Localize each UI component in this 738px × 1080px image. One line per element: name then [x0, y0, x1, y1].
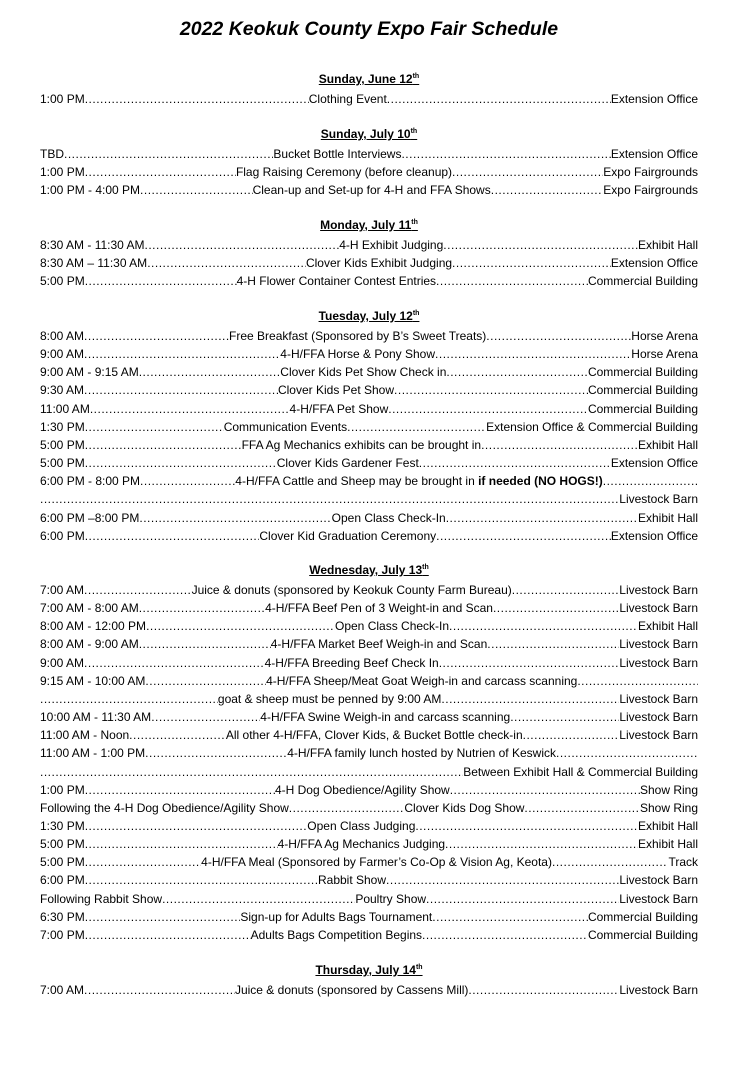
row-location: Livestock Barn: [619, 583, 698, 597]
row-location: Exhibit Hall: [637, 238, 698, 252]
row-time: 10:00 AM - 11:30 AM: [40, 710, 152, 725]
row-location: Extension Office & Commercial Building: [486, 419, 698, 434]
row-time: 6:00 PM: [40, 528, 85, 543]
row-location: Extension Office: [610, 147, 698, 161]
row-event: FFA Ag Mechanics exhibits can be brought in: [241, 437, 482, 452]
leader-dots: [40, 490, 619, 508]
leader-dots: [85, 527, 260, 545]
leader-dots: [40, 690, 218, 708]
row-event-emphasis: if needed (NO HOGS!): [478, 474, 603, 489]
row-event: Bucket Bottle Interviews: [273, 147, 402, 161]
day-header-suffix: th: [411, 219, 418, 226]
row-event: 4-H/FFA Cattle and Sheep may be brought in if needed (NO HOGS!): [235, 474, 603, 489]
leader-dots: [446, 509, 638, 527]
leader-dots: [139, 363, 281, 381]
row-location: Commercial Building: [587, 909, 698, 924]
leader-dots: [85, 817, 308, 835]
day-header-text: Sunday, June 12: [318, 72, 413, 86]
row-time: 6:00 PM - 8:00 PM: [40, 474, 141, 489]
row-location: Horse Arena: [631, 347, 698, 362]
leader-dots: [450, 781, 640, 799]
leader-dots: [84, 381, 278, 399]
leader-dots: [487, 635, 619, 653]
row-event: Open Class Check-In: [335, 619, 450, 634]
leader-dots: [436, 527, 611, 545]
row-time: 8:00 AM: [40, 329, 85, 343]
row-location: Exhibit Hall: [637, 837, 698, 852]
leader-dots: [84, 981, 235, 999]
leader-dots: [289, 799, 405, 817]
row-location: Commercial Building: [587, 274, 698, 289]
leader-dots: [84, 654, 265, 672]
row-event: Juice & donuts (sponsored by Keokuk County Farm Bureau): [191, 583, 512, 597]
row-location: Extension Office: [610, 456, 698, 471]
row-location: Commercial Building: [587, 401, 698, 416]
row-event: 4-H/FFA Swine Weigh-in and carcass scanning: [260, 710, 511, 725]
row-time: 8:00 AM - 12:00 PM: [40, 619, 147, 634]
day-header: [0, 309, 738, 323]
schedule-row: [40, 763, 698, 781]
schedule-row: [40, 599, 698, 617]
leader-dots: [394, 381, 588, 399]
row-time: 9:00 AM: [40, 655, 85, 670]
row-location: Livestock Barn: [619, 873, 698, 888]
row-time: 9:30 AM: [40, 383, 85, 398]
leader-dots: [85, 835, 278, 853]
row-event: 4-H/FFA Beef Pen of 3 Weight-in and Scan: [265, 601, 493, 616]
row-location: Livestock Barn: [619, 710, 698, 725]
day-header-suffix: th: [412, 310, 420, 317]
schedule-row: [40, 781, 698, 799]
day-header-text: Thursday, July 14: [315, 963, 416, 977]
row-event: Poultry Show: [355, 891, 427, 906]
row-event: Communication Events: [223, 419, 348, 434]
leader-dots: [491, 181, 604, 199]
row-time: 11:00 AM - Noon: [40, 728, 130, 743]
leader-dots: [419, 454, 611, 472]
leader-dots: [386, 871, 619, 889]
leader-dots: [84, 327, 229, 345]
leader-dots: [129, 726, 226, 744]
row-event: Sign-up for Adults Bags Tournament: [240, 909, 433, 924]
schedule-row: [40, 400, 698, 418]
day-header: [0, 127, 738, 141]
leader-dots: [439, 654, 620, 672]
row-location: Exhibit Hall: [637, 510, 698, 525]
row-event: 4-H/FFA Pet Show: [289, 401, 389, 416]
schedule-row: [40, 744, 698, 762]
schedule-row: [40, 708, 698, 726]
schedule-row: [40, 617, 698, 635]
row-time: 1:00 PM: [40, 92, 85, 106]
row-location: Livestock Barn: [619, 655, 698, 670]
schedule-row: [40, 436, 698, 454]
leader-dots: [486, 327, 631, 345]
day-header: [0, 563, 738, 577]
leader-dots: [512, 581, 620, 599]
row-location: Livestock Barn: [619, 637, 698, 652]
leader-dots: [85, 90, 309, 108]
schedule-row: [40, 690, 698, 708]
day-header-suffix: th: [415, 964, 423, 971]
row-location: Extension Office: [610, 92, 698, 106]
row-event: Clover Kid Graduation Ceremony: [259, 528, 437, 543]
row-event: 4-H/FFA Breeding Beef Check In: [264, 655, 439, 670]
row-event: 4-H Flower Container Contest Entries: [236, 274, 437, 289]
row-time: 7:00 AM: [40, 983, 85, 997]
schedule-row: [40, 581, 698, 599]
row-event: Open Class Check-In: [331, 510, 446, 525]
schedule-row: [40, 871, 698, 889]
row-time: 6:30 PM: [40, 909, 85, 924]
leader-dots: [452, 163, 603, 181]
row-time: 8:30 AM - 11:30 AM: [40, 238, 145, 252]
row-location: Exhibit Hall: [637, 818, 698, 833]
leader-dots: [452, 254, 611, 272]
schedule-row: [40, 890, 698, 908]
row-location: Exhibit Hall: [637, 619, 698, 634]
day-header: [0, 963, 738, 977]
leader-dots: [145, 672, 266, 690]
leader-dots: [64, 145, 273, 163]
row-time: 11:00 AM: [40, 401, 90, 416]
row-event: 4-H Dog Obedience/Agility Show: [274, 782, 450, 797]
row-time: 5:00 PM: [40, 274, 85, 289]
schedule-row: [40, 145, 698, 163]
schedule-row: [40, 236, 698, 254]
day-header-text: Wednesday, July 13: [309, 563, 423, 577]
leader-dots: [556, 744, 698, 762]
schedule-row: [40, 799, 698, 817]
leader-dots: [90, 400, 290, 418]
schedule-row: [40, 835, 698, 853]
leader-dots: [510, 708, 619, 726]
row-event: 4-H/FFA family lunch hosted by Nutrien of Keswick: [287, 746, 556, 761]
day-header-suffix: th: [410, 128, 418, 135]
schedule-row: [40, 926, 698, 944]
schedule-row: [40, 509, 698, 527]
row-location: Track: [668, 855, 698, 870]
leader-dots: [388, 400, 588, 418]
row-event: 4-H/FFA Sheep/Meat Goat Weigh-in and carcass scanning: [266, 673, 578, 688]
row-location: Between Exhibit Hall & Commercial Building: [463, 764, 698, 779]
row-location: Livestock Barn: [619, 691, 698, 706]
row-time: 9:00 AM - 9:15 AM: [40, 365, 139, 380]
row-location: Livestock Barn: [619, 983, 698, 997]
leader-dots: [603, 472, 698, 490]
row-time: 5:00 PM: [40, 456, 85, 471]
schedule-row: [40, 327, 698, 345]
leader-dots: [436, 272, 588, 290]
leader-dots: [85, 908, 241, 926]
schedule-row: [40, 181, 698, 199]
row-event: 4-H/FFA Ag Mechanics Judging: [277, 837, 446, 852]
row-time: 11:00 AM - 1:00 PM: [40, 746, 146, 761]
day-header: [0, 72, 738, 86]
leader-dots: [139, 509, 331, 527]
leader-dots: [85, 853, 201, 871]
row-event: All other 4-H/FFA, Clover Kids, & Bucket Bottle check-in: [225, 728, 523, 743]
schedule-row: [40, 363, 698, 381]
leader-dots: [493, 599, 619, 617]
leader-dots: [523, 726, 620, 744]
leader-dots: [140, 472, 235, 490]
leader-dots: [146, 617, 335, 635]
leader-dots: [443, 236, 638, 254]
schedule-row: [40, 726, 698, 744]
leader-dots: [524, 799, 640, 817]
row-event: Clover Kids Exhibit Judging: [305, 256, 453, 271]
leader-dots: [145, 744, 287, 762]
day-header-suffix: th: [412, 73, 420, 80]
schedule-row: [40, 817, 698, 835]
row-location: Expo Fairgrounds: [603, 183, 698, 198]
leader-dots: [84, 581, 192, 599]
leader-dots: [139, 635, 271, 653]
row-time: 1:30 PM: [40, 818, 85, 833]
schedule-row: [40, 418, 698, 436]
row-time: 5:00 PM: [40, 837, 85, 852]
leader-dots: [441, 690, 619, 708]
row-location: Extension Office: [610, 528, 698, 543]
row-event: 4-H/FFA Meal (Sponsored by Farmer’s Co-Op & Vision Ag, Keota): [201, 855, 552, 870]
leader-dots: [85, 871, 318, 889]
leader-dots: [481, 436, 638, 454]
schedule-row: [40, 381, 698, 399]
schedule-row: [40, 163, 698, 181]
schedule-row: [40, 635, 698, 653]
schedule-row: [40, 345, 698, 363]
schedule-row: [40, 254, 698, 272]
leader-dots: [140, 181, 253, 199]
row-time: 5:00 PM: [40, 437, 85, 452]
row-time: 1:00 PM: [40, 782, 85, 797]
schedule-row: [40, 527, 698, 545]
row-location: Show Ring: [639, 782, 698, 797]
leader-dots: [85, 418, 224, 436]
row-time: 1:00 PM - 4:00 PM: [40, 183, 141, 198]
day-header: [0, 218, 738, 232]
schedule-row: [40, 490, 698, 508]
row-location: Horse Arena: [631, 329, 698, 343]
day-header-text: Sunday, July 10: [320, 127, 411, 141]
leader-dots: [387, 90, 611, 108]
schedule-row: [40, 472, 698, 490]
day-header-text: Tuesday, July 12: [318, 309, 413, 323]
row-event: Flag Raising Ceremony (before cleanup): [235, 165, 453, 180]
row-event: goat & sheep must be penned by 9:00 AM: [217, 691, 442, 706]
leader-dots: [401, 145, 610, 163]
leader-dots: [145, 236, 340, 254]
row-location: Livestock Barn: [619, 492, 698, 507]
row-location: Extension Office: [610, 256, 698, 271]
row-location: Commercial Building: [587, 365, 698, 380]
leader-dots: [422, 926, 588, 944]
row-time: Following the 4-H Dog Obedience/Agility Show: [40, 800, 289, 815]
row-time: 7:00 AM - 8:00 AM: [40, 601, 139, 616]
schedule-row: [40, 853, 698, 871]
row-time: 1:30 PM: [40, 419, 85, 434]
leader-dots: [85, 272, 237, 290]
schedule-row: [40, 908, 698, 926]
row-event: Clothing Event: [308, 92, 387, 106]
leader-dots: [151, 708, 260, 726]
row-time: 7:00 PM: [40, 927, 85, 942]
row-event: Clover Kids Pet Show Check in: [280, 365, 447, 380]
row-location: Livestock Barn: [619, 891, 698, 906]
leader-dots: [415, 817, 638, 835]
leader-dots: [147, 254, 306, 272]
leader-dots: [85, 163, 236, 181]
row-event: Rabbit Show: [317, 873, 387, 888]
row-time: Following Rabbit Show: [40, 891, 163, 906]
row-event: Clean-up and Set-up for 4-H and FFA Shows: [252, 183, 491, 198]
row-event: Clover Kids Dog Show: [404, 800, 525, 815]
leader-dots: [84, 345, 280, 363]
leader-dots: [85, 926, 251, 944]
row-event: Adults Bags Competition Begins: [250, 927, 423, 942]
row-location: Expo Fairgrounds: [603, 165, 698, 180]
schedule-row: [40, 90, 698, 108]
leader-dots: [446, 363, 588, 381]
row-time: 5:00 PM: [40, 855, 85, 870]
leader-dots: [162, 890, 355, 908]
leader-dots: [139, 599, 265, 617]
leader-dots: [449, 617, 638, 635]
row-time: 8:30 AM – 11:30 AM: [40, 256, 148, 271]
leader-dots: [445, 835, 638, 853]
row-event: Clover Kids Gardener Fest: [276, 456, 419, 471]
row-time: 6:00 PM: [40, 873, 85, 888]
schedule-row: [40, 672, 698, 690]
leader-dots: [426, 890, 619, 908]
leader-dots: [85, 781, 275, 799]
row-event: 4-H Exhibit Judging: [339, 238, 444, 252]
day-header-suffix: th: [422, 564, 429, 571]
row-location: Exhibit Hall: [637, 437, 698, 452]
row-time: TBD: [40, 147, 64, 161]
schedule-row: [40, 654, 698, 672]
row-location: Commercial Building: [587, 383, 698, 398]
row-time: 7:00 AM: [40, 583, 85, 597]
leader-dots: [552, 853, 668, 871]
leader-dots: [577, 672, 698, 690]
row-event: 4-H/FFA Horse & Pony Show: [280, 347, 436, 362]
row-event: 4-H/FFA Market Beef Weigh-in and Scan: [270, 637, 488, 652]
row-event: Juice & donuts (sponsored by Cassens Mill): [234, 983, 469, 997]
leader-dots: [85, 436, 242, 454]
leader-dots: [435, 345, 631, 363]
schedule-row: [40, 272, 698, 290]
row-event: Free Breakfast (Sponsored by B’s Sweet Treats): [229, 329, 487, 343]
row-location: Livestock Barn: [619, 728, 698, 743]
row-time: 9:15 AM - 10:00 AM: [40, 673, 146, 688]
leader-dots: [85, 454, 277, 472]
row-time: 6:00 PM –8:00 PM: [40, 510, 140, 525]
leader-dots: [40, 763, 463, 781]
row-event: Open Class Judging: [307, 818, 416, 833]
row-time: 1:00 PM: [40, 165, 85, 180]
row-event: Clover Kids Pet Show: [277, 383, 395, 398]
row-time: 9:00 AM: [40, 347, 85, 362]
page-title: 2022 Keokuk County Expo Fair Schedule: [179, 18, 559, 40]
row-location: Livestock Barn: [619, 601, 698, 616]
leader-dots: [468, 981, 619, 999]
row-location: Commercial Building: [587, 927, 698, 942]
row-time: 8:00 AM - 9:00 AM: [40, 637, 139, 652]
schedule-row: [40, 454, 698, 472]
day-header-text: Monday, July 11: [320, 218, 412, 232]
leader-dots: [432, 908, 588, 926]
leader-dots: [347, 418, 486, 436]
schedule-row: [40, 981, 698, 999]
row-location: Show Ring: [639, 800, 698, 815]
